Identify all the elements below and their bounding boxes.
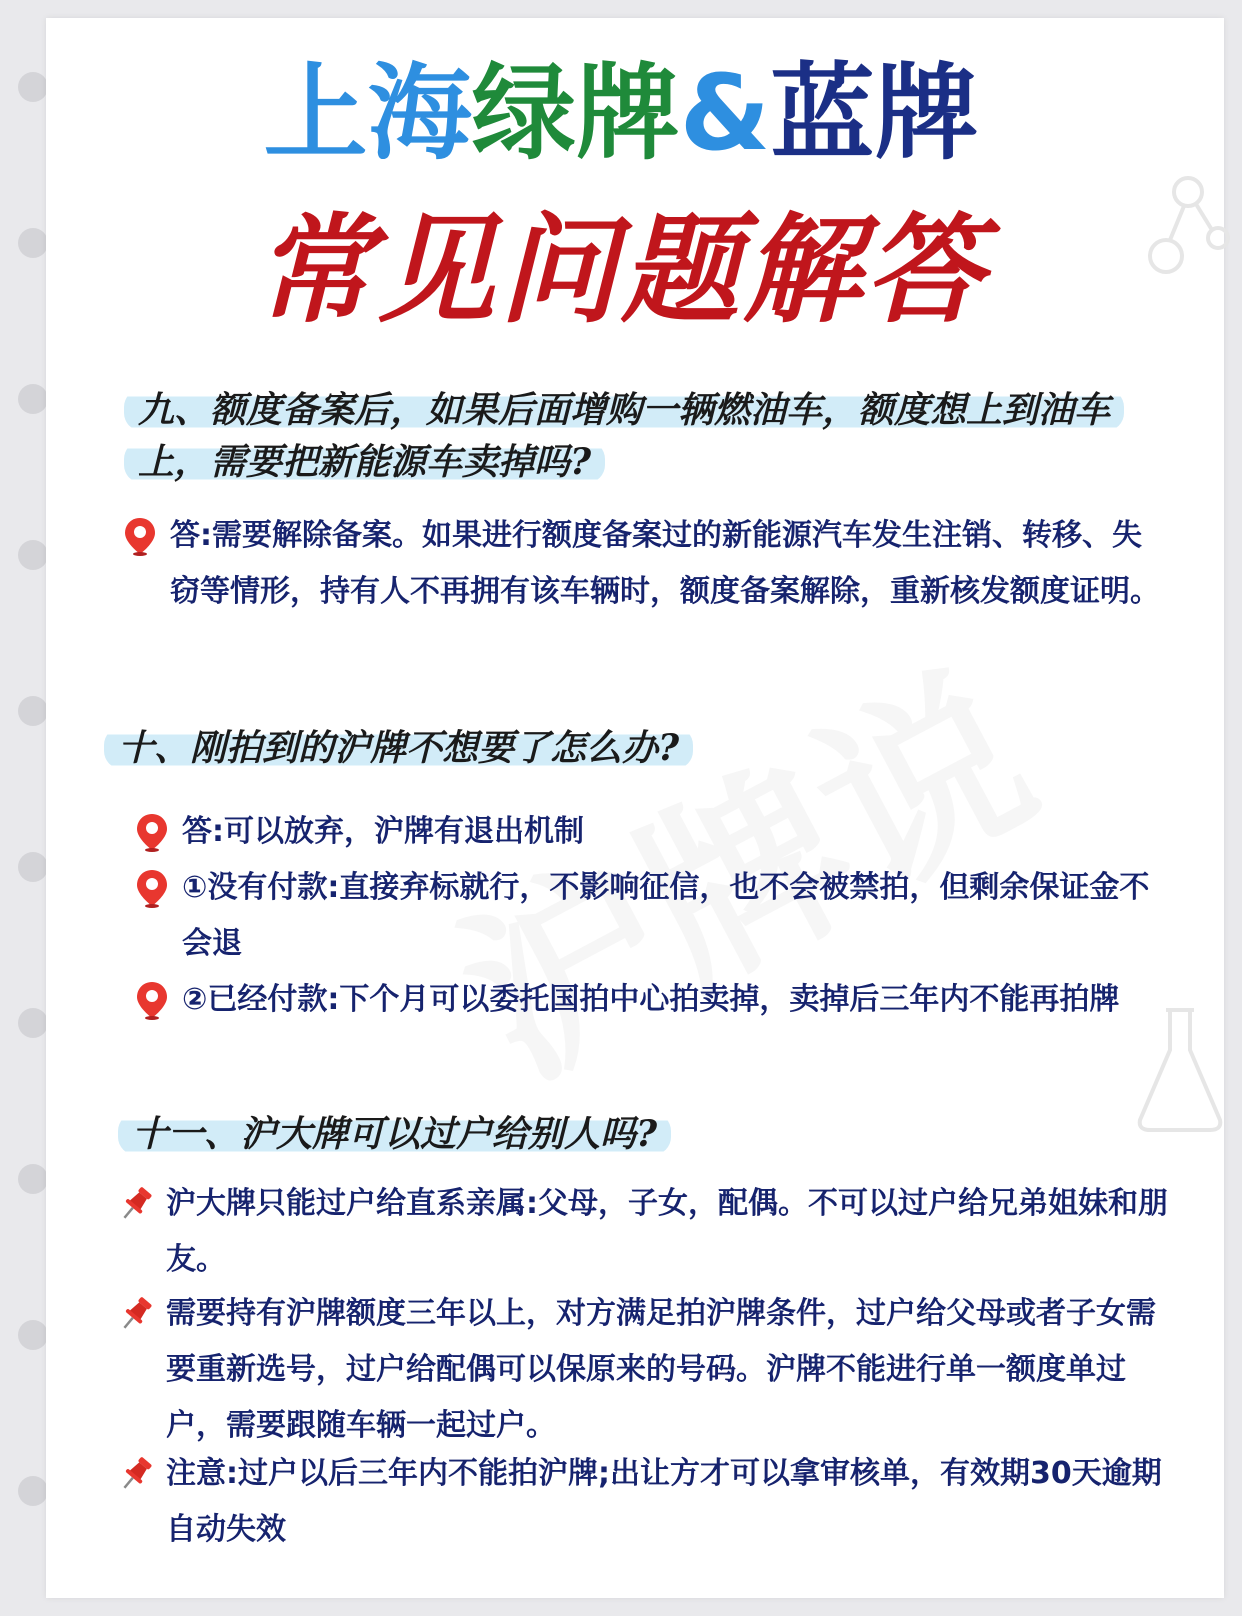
binder-hole (18, 1320, 48, 1350)
binder-hole (18, 852, 48, 882)
binder-hole (18, 1008, 48, 1038)
title-line-1 (0, 48, 1242, 178)
binder-hole (18, 1476, 48, 1506)
question-11 (118, 1108, 1168, 1160)
pushpin-icon (116, 1294, 156, 1334)
title-part-green-plate: 绿牌 (471, 52, 680, 174)
question-11-text: 十一、沪大牌可以过户给别人吗? (118, 1113, 671, 1155)
map-pin-icon (132, 980, 172, 1020)
answer-item (132, 860, 1172, 972)
pushpin-icon (116, 1184, 156, 1224)
answer-text: 沪大牌只能过户给直系亲属:父母，子女，配偶。不可以过户给兄弟姐妹和朋友。 (166, 1186, 1168, 1277)
question-10-text: 十、刚拍到的沪牌不想要了怎么办? (104, 727, 693, 769)
answer-text: ②已经付款:下个月可以委托国拍中心拍卖掉，卖掉后三年内不能再拍牌 (182, 982, 1120, 1017)
answer-item (116, 1446, 1176, 1558)
binder-hole (18, 540, 48, 570)
title-part-shanghai: 上海 (263, 52, 472, 174)
binder-hole (18, 1164, 48, 1194)
title-line-2: 常见问题解答 (254, 200, 987, 339)
answer-item (132, 804, 1172, 860)
pushpin-icon (116, 1454, 156, 1494)
answer-text: ①没有付款:直接弃标就行，不影响征信，也不会被禁拍，但剩余保证金不会退 (182, 870, 1150, 961)
answer-text: 注意:过户以后三年内不能拍沪牌;出让方才可以拿审核单，有效期30天逾期自动失效 (166, 1456, 1162, 1547)
binder-hole (18, 384, 48, 414)
question-10 (104, 722, 1164, 774)
answer-text: 需要持有沪牌额度三年以上，对方满足拍沪牌条件，过户给父母或者子女需要重新选号，过户给配偶可以保原来的号码。沪牌不能进行单一额度单过户，需要跟随车辆一起过户。 (166, 1296, 1156, 1443)
binder-hole (18, 696, 48, 726)
question-9-text: 九、额度备案后，如果后面增购一辆燃油车，额度想上到油车上，需要把新能源车卖掉吗? (124, 389, 1124, 483)
map-pin-icon (132, 812, 172, 852)
map-pin-icon (120, 516, 160, 556)
answer-text: 答:可以放弃，沪牌有退出机制 (182, 814, 584, 849)
map-pin-icon (132, 868, 172, 908)
answer-item (116, 1286, 1176, 1454)
question-9 (124, 384, 1164, 488)
answer-item (116, 1176, 1176, 1288)
answer-item (132, 972, 1172, 1028)
answer-item (120, 508, 1170, 620)
title-part-blue-plate: 蓝牌 (770, 52, 979, 174)
title-part-ampersand: & (679, 52, 771, 174)
answer-text: 答:需要解除备案。如果进行额度备案过的新能源汽车发生注销、转移、失窃等情形，持有人不再拥有该车辆时，额度备案解除，重新核发额度证明。 (170, 518, 1160, 609)
